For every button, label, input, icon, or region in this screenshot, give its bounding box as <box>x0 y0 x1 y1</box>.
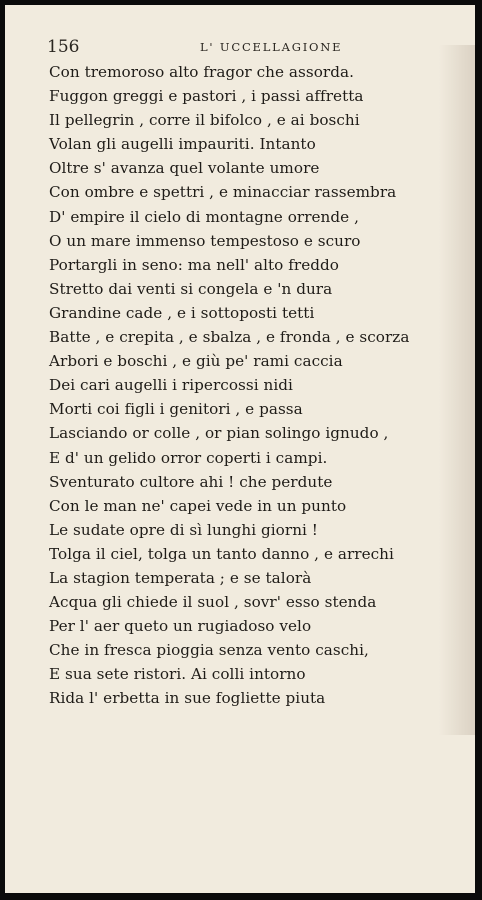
verse-line: Che in fresca pioggia senza vento caschi, <box>49 641 369 660</box>
verse-line: Dei cari augelli i ripercossi nidi <box>49 376 293 395</box>
verse-line: Oltre s' avanza quel volante umore <box>49 159 320 178</box>
verse-line: Morti coi figli i genitori , e passa <box>49 400 303 419</box>
verse-line: E d' un gelido orror coperti i campi. <box>49 448 328 467</box>
running-head: L' UCCELLAGIONE <box>200 40 343 54</box>
poem-text <box>49 60 445 711</box>
verse-line: Le sudate opre di sì lunghi giorni ! <box>49 520 318 539</box>
verse-line: Portargli in seno: ma nell' alto freddo <box>49 255 339 274</box>
verse-line: Con ombre e spettri , e minacciar rassembra <box>49 183 397 202</box>
verse-line: Tolga il ciel, tolga un tanto danno , e arrechi <box>49 544 394 563</box>
verse-line: Fuggon greggi e pastori , i passi affretta <box>49 87 364 106</box>
verse-line: La stagion temperata ; e se talorà <box>49 568 312 587</box>
verse-line: O un mare immenso tempestoso e scuro <box>49 231 361 250</box>
verse-line: E sua sete ristori. Ai colli intorno <box>49 665 306 684</box>
verse-line: Grandine cade , e i sottoposti tetti <box>49 303 315 322</box>
page-number: 156 <box>47 37 80 57</box>
page-header <box>5 35 475 57</box>
verse-line: Per l' aer queto un rugiadoso velo <box>49 617 312 636</box>
verse-line: Rida l' erbetta in sue fogliette piuta <box>49 689 326 708</box>
verse-line: Volan gli augelli impauriti. Intanto <box>49 135 316 154</box>
verse-line: Batte , e crepita , e sbalza , e fronda , e scorza <box>49 328 410 347</box>
verse-line: Sventurato cultore ahi ! che perdute <box>49 472 333 491</box>
book-page <box>5 5 475 893</box>
verse-line: Stretto dai venti si congela e 'n dura <box>49 279 333 298</box>
verse-line: D' empire il cielo di montagne orrende , <box>49 207 359 226</box>
verse-line: Arbori e boschi , e giù pe' rami caccia <box>49 352 343 371</box>
verse-line: Lasciando or colle , or pian solingo ignudo , <box>49 424 389 443</box>
verse-line: Acqua gli chiede il suol , sovr' esso stenda <box>49 593 377 612</box>
verse-line: Con tremoroso alto fragor che assorda. <box>49 63 354 81</box>
verse-line: Il pellegrin , corre il bifolco , e ai boschi <box>49 111 360 130</box>
verse-line: Con le man ne' capei vede in un punto <box>49 496 347 515</box>
